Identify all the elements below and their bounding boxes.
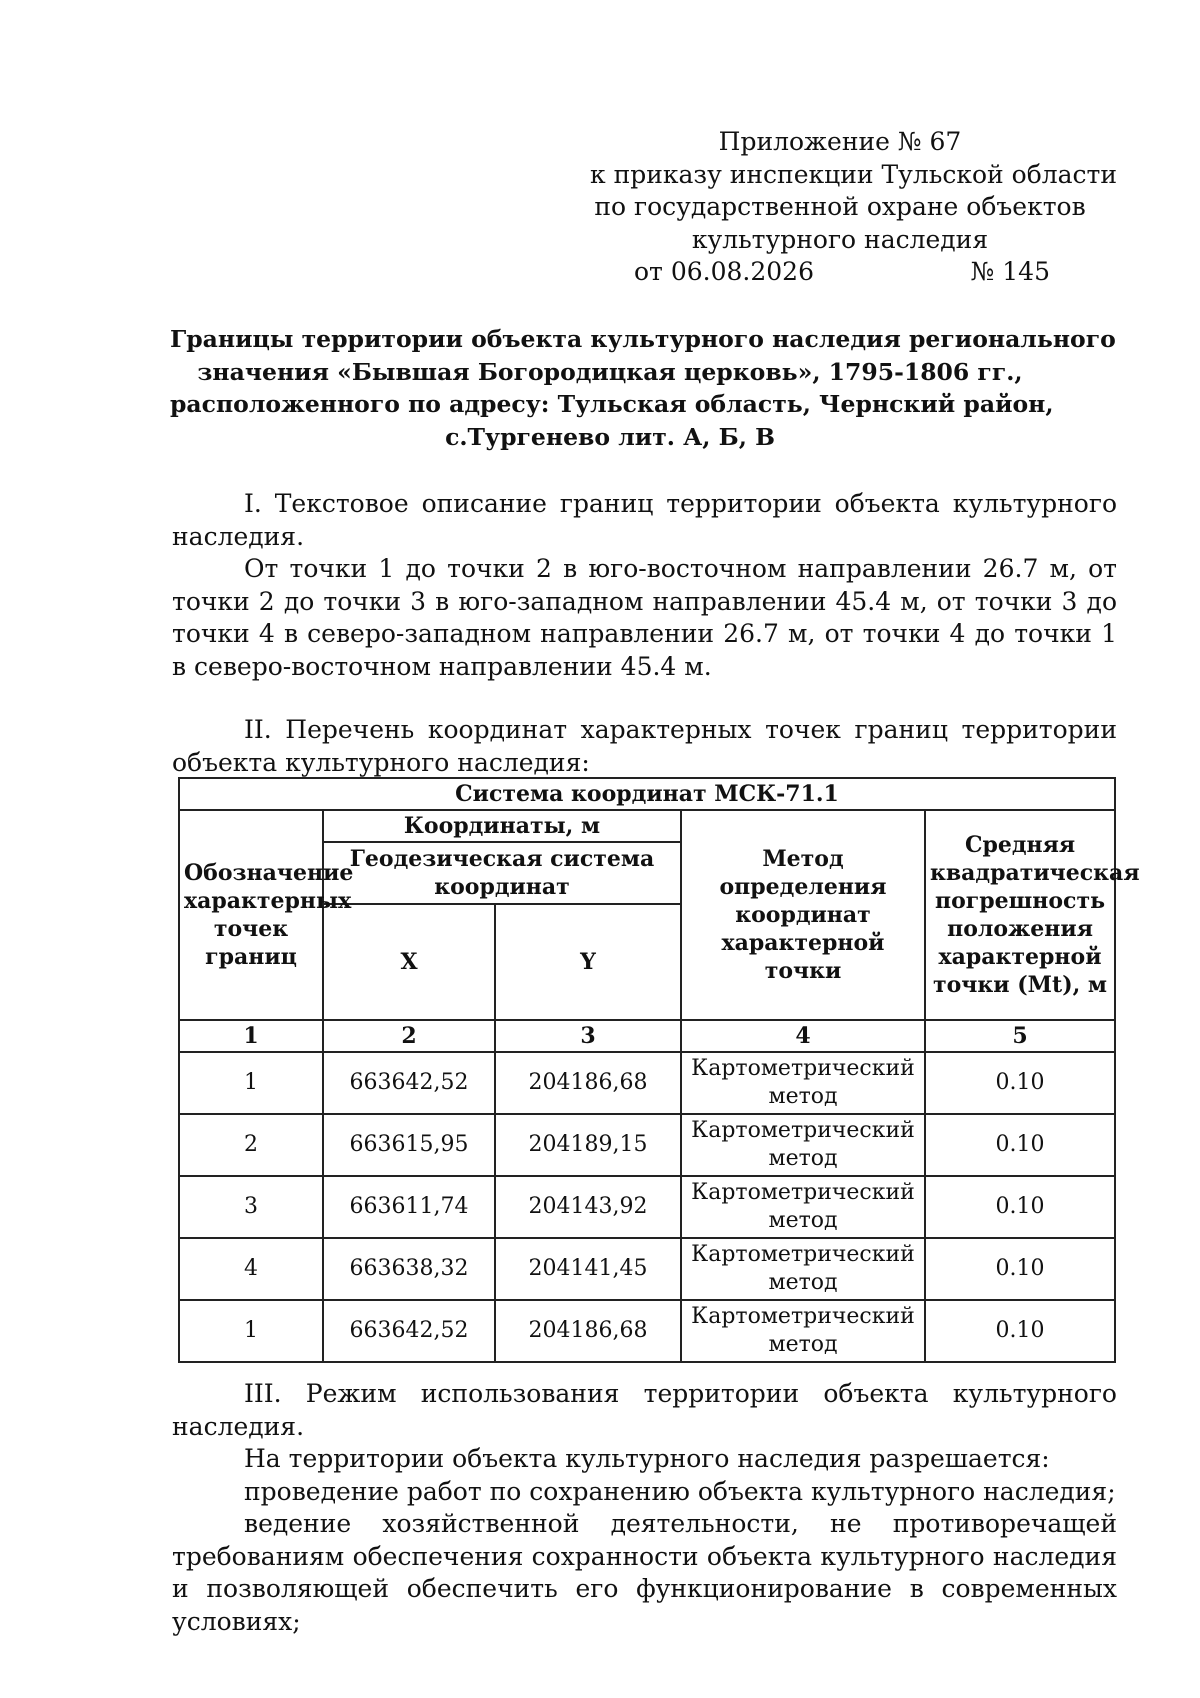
table-row (179, 1300, 1115, 1362)
column-number: 2 (323, 1020, 495, 1052)
section-3-heading: III. Режим использования территории объекта культурного наследия. (172, 1379, 1117, 1441)
x-header: X (323, 904, 495, 1020)
table-row (179, 1176, 1115, 1238)
x-value: 663615,95 (323, 1114, 495, 1176)
point-designation-header: Обозначение характерных точек границ (179, 810, 323, 1020)
error-value: 0.10 (925, 1176, 1115, 1238)
x-value: 663611,74 (323, 1176, 495, 1238)
section-3-item-2: ведение хозяйственной деятельности, не противоречащей требованиям обеспечения сохранности объекта культурного наследия и позволяющей обеспечить его функционирование в современных условиях; (172, 1509, 1117, 1636)
section-1 (172, 488, 1117, 683)
column-number: 5 (925, 1020, 1115, 1052)
error-value: 0.10 (925, 1238, 1115, 1300)
section-3-item-1: проведение работ по сохранению объекта культурного наследия; (244, 1476, 1116, 1506)
method-value: Картометрический метод (681, 1238, 925, 1300)
column-number: 4 (681, 1020, 925, 1052)
table-row (179, 1238, 1115, 1300)
error-value: 0.10 (925, 1052, 1115, 1114)
point-id: 3 (179, 1176, 323, 1238)
document-title (170, 323, 1116, 453)
method-value: Картометрический метод (681, 1176, 925, 1238)
column-number: 1 (179, 1020, 323, 1052)
appendix-number: Приложение № 67 (718, 127, 962, 156)
x-value: 663638,32 (323, 1238, 495, 1300)
method-value: Картометрический метод (681, 1052, 925, 1114)
section-3 (172, 1378, 1117, 1638)
coordinates-table (178, 777, 1140, 1363)
method-header: Метод определения координат характерной точки (681, 810, 925, 1020)
method-value: Картометрический метод (681, 1114, 925, 1176)
order-date-line (590, 256, 1090, 289)
order-date: от 06.08.2026 (634, 257, 814, 286)
title-line-3: расположенного по адресу: Тульская область, Чернский район, (170, 390, 1054, 418)
table-row (179, 1052, 1115, 1114)
column-numbers-row (179, 1020, 1115, 1052)
y-value: 204189,15 (495, 1114, 681, 1176)
coordinates-header: Координаты, м (323, 810, 681, 842)
y-value: 204186,68 (495, 1052, 681, 1114)
point-id: 1 (179, 1052, 323, 1114)
title-line-1: Границы территории объекта культурного наследия регионального (170, 325, 1116, 353)
point-id: 4 (179, 1238, 323, 1300)
section-3-allowed: На территории объекта культурного наследия разрешается: (244, 1444, 1050, 1473)
appendix-header (590, 126, 1118, 289)
point-id: 1 (179, 1300, 323, 1362)
point-id: 2 (179, 1114, 323, 1176)
y-value: 204143,92 (495, 1176, 681, 1238)
section-1-description: От точки 1 до точки 2 в юго-восточном направлении 26.7 м, от точки 2 до точки 3 в юго-западном направлении 45.4 м, от точки 3 до точки 4 в северо-западном направлении 26.7 м, от точки 4 до точки 1 в северо-восточном направлении 45.4 м. (172, 554, 1117, 681)
title-line-2: значения «Бывшая Богородицкая церковь», 1795-1806 гг., (197, 357, 1023, 386)
error-header: Средняя квадратическая погрешность положения характерной точки (Mt), м (925, 810, 1115, 1020)
y-value: 204141,45 (495, 1238, 681, 1300)
order-number: № 145 (970, 257, 1050, 286)
x-value: 663642,52 (323, 1052, 495, 1114)
order-reference-line-4: культурного наследия (691, 224, 989, 254)
section-1-heading: I. Текстовое описание границ территории объекта культурного наследия. (172, 489, 1117, 551)
column-number: 3 (495, 1020, 681, 1052)
title-line-4: с.Тургенево лит. А, Б, В (445, 422, 775, 451)
error-value: 0.10 (925, 1300, 1115, 1362)
section-2-heading: II. Перечень координат характерных точек границ территории объекта культурного наследия: (172, 715, 1117, 777)
error-value: 0.10 (925, 1114, 1115, 1176)
order-reference-line-3: по государственной охране объектов (594, 192, 1086, 221)
coordinates-table-wrap (178, 777, 1140, 1363)
coordinate-system-header: Система координат МСК-71.1 (179, 778, 1115, 810)
order-reference: к приказу инспекции Тульской области (590, 159, 1118, 189)
geodetic-system-header: Геодезическая система координат (323, 842, 681, 904)
x-value: 663642,52 (323, 1300, 495, 1362)
y-value: 204186,68 (495, 1300, 681, 1362)
table-row (179, 1114, 1115, 1176)
section-2 (172, 714, 1117, 779)
method-value: Картометрический метод (681, 1300, 925, 1362)
y-header: Y (495, 904, 681, 1020)
